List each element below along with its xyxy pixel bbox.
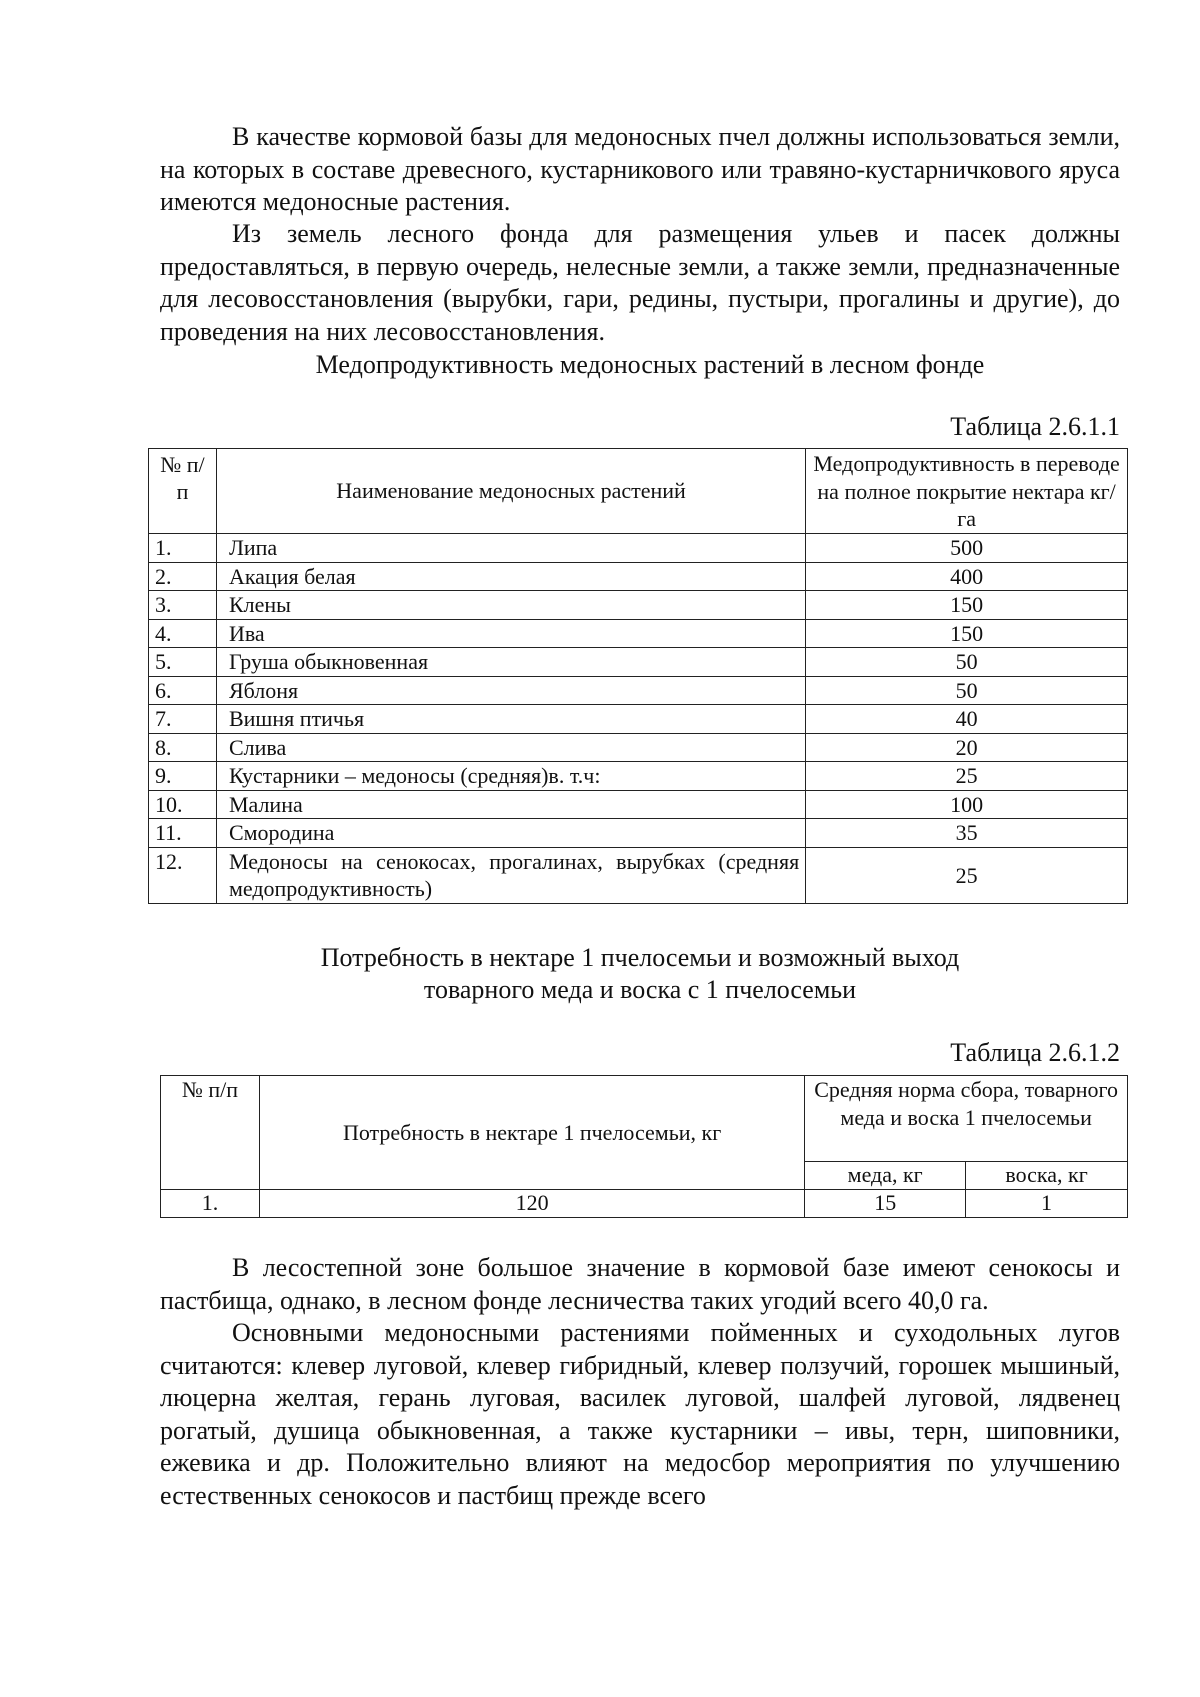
table1-cell-name: Яблоня — [216, 676, 805, 705]
table-row — [149, 534, 1128, 563]
table1-cell-value: 500 — [806, 534, 1128, 563]
table-row — [149, 705, 1128, 734]
table1-cell-value: 150 — [806, 619, 1128, 648]
table1-cell-value: 50 — [806, 676, 1128, 705]
table-row — [149, 790, 1128, 819]
table-row — [149, 619, 1128, 648]
table2-header-honey: меда, кг — [805, 1162, 966, 1190]
table1-heading: Медопродуктивность медоносных растений в лесном фонде — [315, 350, 985, 379]
table2-header-wax: воска, кг — [966, 1162, 1128, 1190]
table1-cell-value: 40 — [806, 705, 1128, 734]
table2-heading-line1: Потребность в нектаре 1 пчелосемьи и возможный выход — [320, 943, 960, 972]
table1-cell-value: 25 — [806, 762, 1128, 791]
table-row — [149, 591, 1128, 620]
table1-header-num: № п/п — [149, 449, 217, 534]
table1-cell-num: 11. — [149, 819, 217, 848]
table1-cell-name: Липа — [216, 534, 805, 563]
table1-cell-value: 100 — [806, 790, 1128, 819]
table2-heading-line2: товарного меда и воска с 1 пчелосемьи — [423, 975, 857, 1004]
table1-cell-num: 8. — [149, 733, 217, 762]
table-row — [149, 562, 1128, 591]
table1-cell-num: 9. — [149, 762, 217, 791]
table1-cell-name: Смородина — [216, 819, 805, 848]
paragraph-forest-land: Из земель лесного фонда для размещения ульев и пасек должны предоставляться, в первую очередь, нелесные земли, а также земли, предназначенные для лесовосстановления (вырубки, гари, редины, пустыри, прогалины и другие), до проведения на них лесовосстановления. — [160, 219, 1120, 346]
table2-header-norm: Средняя норма сбора, товарного меда и воска 1 пчелосемьи — [805, 1076, 1128, 1162]
table1-cell-name: Клены — [216, 591, 805, 620]
table2-header-row — [161, 1076, 1128, 1162]
table-row — [149, 819, 1128, 848]
table1-cell-name: Медоносы на сенокосах, прогалинах, вырубках (средняя медопродуктивность) — [216, 847, 805, 903]
table-row — [149, 762, 1128, 791]
table1-cell-name: Ива — [216, 619, 805, 648]
table1-cell-value: 150 — [806, 591, 1128, 620]
table-row — [149, 733, 1128, 762]
table1-number: Таблица 2.6.1.1 — [950, 412, 1120, 441]
table1-header-value: Медопродуктивность в переводе на полное покрытие нектара кг/га — [806, 449, 1128, 534]
table1-cell-num: 12. — [149, 847, 217, 903]
table-row — [149, 847, 1128, 903]
table-row — [149, 648, 1128, 677]
table2-header-need: Потребность в нектаре 1 пчелосемьи, кг — [259, 1076, 804, 1190]
paragraph-forest-steppe: В лесостепной зоне большое значение в кормовой базе имеют сенокосы и пастбища, однако, в лесном фонде лесничества таких угодий всего 40,0 га. — [160, 1253, 1120, 1315]
table1-cell-num: 5. — [149, 648, 217, 677]
table1-cell-value: 20 — [806, 733, 1128, 762]
table2-cell-need: 120 — [259, 1190, 804, 1218]
table2-number: Таблица 2.6.1.2 — [950, 1038, 1120, 1067]
table1-cell-value: 35 — [806, 819, 1128, 848]
table1-cell-value: 400 — [806, 562, 1128, 591]
table1-cell-name: Кустарники – медоносы (средняя)в. т.ч: — [216, 762, 805, 791]
table1-cell-value: 25 — [806, 847, 1128, 903]
table1-cell-num: 4. — [149, 619, 217, 648]
table-row — [149, 676, 1128, 705]
paragraph-meadow-plants: Основными медоносными растениями пойменных и суходольных лугов считаются: клевер луговой, клевер гибридный, клевер ползучий, горошек мышиный, люцерна желтая, герань луговая, василек луговой, шалфей луговой, лядвенец рогатый, душица обыкновенная, а также кустарники – ивы, терн, шиповники, ежевика и др. Положительно влияют на медосбор мероприятия по улучшению естественных сенокосов и пастбищ прежде всего — [160, 1318, 1120, 1510]
table1-header-row — [149, 449, 1128, 534]
table-row — [161, 1190, 1128, 1218]
table2-cell-num: 1. — [161, 1190, 260, 1218]
table1-cell-num: 7. — [149, 705, 217, 734]
table1-cell-num: 3. — [149, 591, 217, 620]
table1-cell-num: 1. — [149, 534, 217, 563]
table1-cell-name: Вишня птичья — [216, 705, 805, 734]
table-honey-productivity — [148, 448, 1128, 904]
table1-cell-name: Слива — [216, 733, 805, 762]
table2-cell-wax: 1 — [966, 1190, 1128, 1218]
table1-cell-name: Малина — [216, 790, 805, 819]
table-nectar-need — [160, 1075, 1128, 1218]
table1-cell-num: 6. — [149, 676, 217, 705]
table1-cell-num: 2. — [149, 562, 217, 591]
table2-cell-honey: 15 — [805, 1190, 966, 1218]
table1-cell-num: 10. — [149, 790, 217, 819]
table1-cell-value: 50 — [806, 648, 1128, 677]
paragraph-feed-base: В качестве кормовой базы для медоносных пчел должны использоваться земли, на которых в составе древесного, кустарникового или травяно-кустарничкового яруса имеются медоносные растения. — [160, 122, 1120, 216]
table2-header-num: № п/п — [161, 1076, 260, 1190]
table1-cell-name: Груша обыкновенная — [216, 648, 805, 677]
table1-header-name: Наименование медоносных растений — [216, 449, 805, 534]
table1-cell-name: Акация белая — [216, 562, 805, 591]
